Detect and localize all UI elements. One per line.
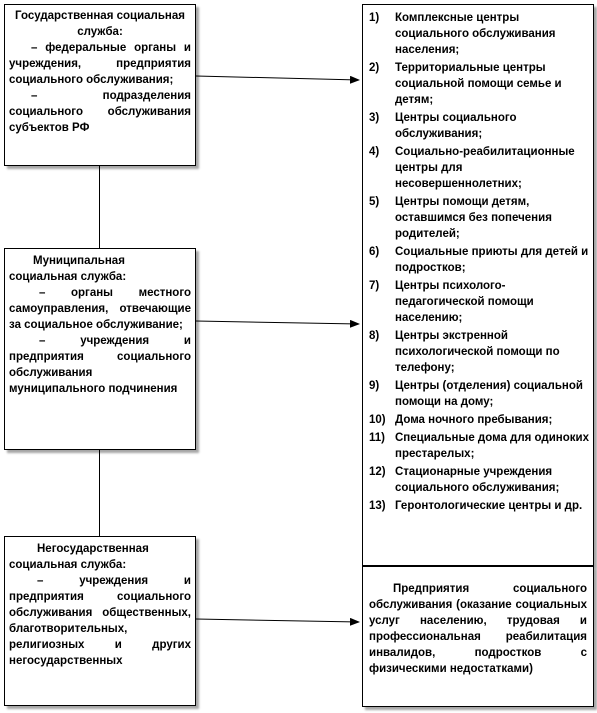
list-item (367, 60, 589, 108)
list-item-number: 8) (369, 330, 380, 342)
list-item (367, 110, 589, 142)
list-item (367, 412, 589, 428)
municipal-service-item: – учреждения и предприятия социального обслуживания муниципального подчинения (9, 335, 191, 395)
arrow-municipal-to-institutions (196, 321, 359, 324)
list-item-text: Геронтологические центры и др. (395, 500, 583, 512)
list-item-text: Стационарные учреждения социального обслуживания; (395, 466, 560, 494)
state-service-title: Государственная социальная служба: (15, 10, 185, 38)
municipal-service-box (4, 248, 196, 450)
list-item (367, 144, 589, 192)
list-item-text: Комплексные центры социального обслуживания населения; (395, 12, 556, 56)
list-item-number: 13) (369, 500, 386, 512)
list-item-text: Центры помощи детям, оставшимся без попечения родителей; (395, 196, 552, 240)
list-item-number: 5) (369, 196, 380, 208)
list-item-text: Социально-реабилитационные центры для несовершеннолетних; (395, 146, 575, 190)
list-item-number: 10) (369, 414, 386, 426)
list-item (367, 378, 589, 410)
state-service-item: – федеральные органы и учреждения, предприятия социального обслуживания; (9, 42, 191, 86)
list-item-text: Центры экстренной психологической помощи по телефону; (395, 330, 560, 374)
list-item (367, 464, 589, 496)
list-item-text: Специальные дома для одиноких престарелых; (395, 432, 589, 460)
nongovernmental-service-title: Негосударственная социальная служба: (9, 543, 149, 571)
list-item (367, 10, 589, 58)
list-item (367, 244, 589, 276)
nongovernmental-service-box (4, 536, 196, 706)
list-item (367, 194, 589, 242)
list-item-text: Центры психолого-педагогической помощи населению; (395, 280, 534, 324)
list-item-text: Территориальные центры социальной помощи семье и детям; (395, 62, 562, 106)
enterprises-box (362, 566, 594, 707)
municipal-service-title: Муниципальная социальная служба: (9, 255, 127, 283)
list-item-number: 11) (369, 432, 385, 444)
list-item-number: 4) (369, 146, 380, 158)
enterprises-text: Предприятия социального обслуживания (оказание социальных услуг населению, трудовая и профессиональная реабилитация инвалидов, подростков с физическими недостатками) (369, 583, 587, 675)
list-item (367, 328, 589, 376)
list-item-number: 3) (369, 112, 380, 124)
nongovernmental-service-item: – учреждения и предприятия социального обслуживания общественных, благотворительных, религиозных и других негосударственных (9, 575, 191, 667)
list-item-number: 12) (369, 466, 386, 478)
list-item-text: Дома ночного пребывания; (395, 414, 553, 426)
list-item-number: 9) (369, 380, 380, 392)
state-service-box (4, 4, 196, 166)
list-item-number: 1) (369, 12, 380, 24)
municipal-service-item: – органы местного самоуправления, отвечающие за социальное обслуживание; (9, 287, 191, 331)
list-item-text: Социальные приюты для детей и подростков; (395, 246, 589, 274)
list-item (367, 278, 589, 326)
list-item-number: 2) (369, 62, 380, 74)
state-service-item: – подразделения социального обслуживания субъектов РФ (9, 90, 191, 134)
list-item (367, 430, 589, 462)
arrow-state-to-institutions (196, 76, 359, 80)
list-item-number: 7) (369, 280, 380, 292)
arrow-nongov-to-enterprises (196, 619, 359, 622)
list-item-text: Центры (отделения) социальной помощи на дому; (395, 380, 583, 408)
list-item-number: 6) (369, 246, 380, 258)
institutions-list (367, 10, 589, 514)
list-item (367, 498, 589, 514)
institutions-list-box (362, 4, 594, 566)
list-item-text: Центры социального обслуживания; (395, 112, 517, 140)
